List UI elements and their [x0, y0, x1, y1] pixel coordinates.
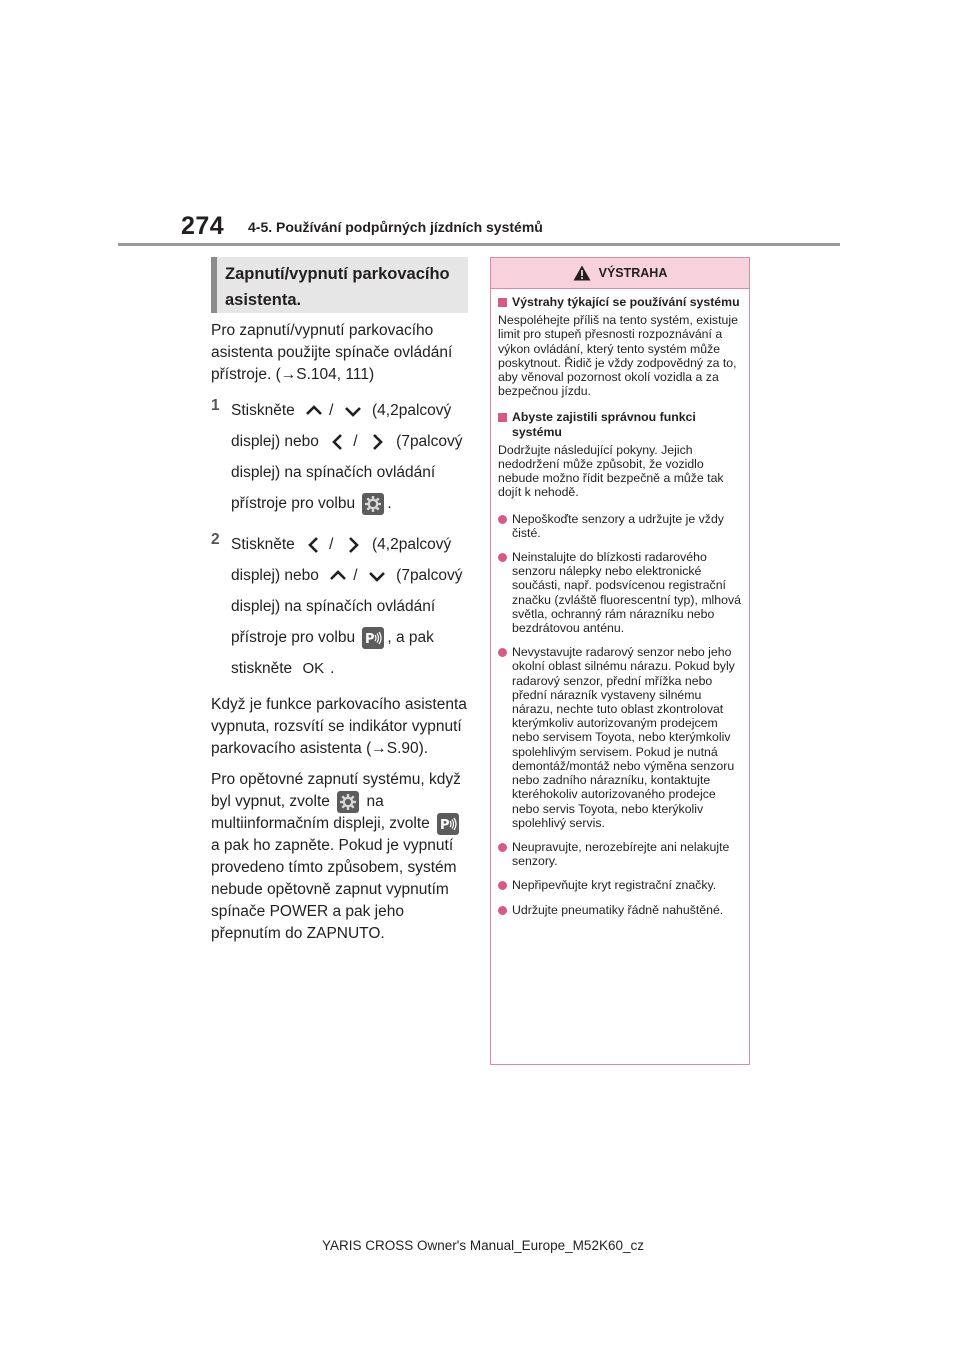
step-text: (7palcový	[396, 433, 463, 450]
step-text: .	[387, 495, 392, 512]
dot-bullet-icon	[498, 881, 507, 890]
warning-triangle-icon	[573, 265, 591, 281]
separator: /	[353, 433, 358, 450]
settings-gear-icon	[337, 791, 359, 813]
parking-assist-icon	[362, 627, 384, 649]
step-text: displej) na spínačích ovládání	[231, 598, 436, 615]
topic-heading: Zapnutí/vypnutí parkovacího asistenta.	[211, 257, 468, 313]
header-divider	[118, 243, 840, 246]
dot-bullet-icon	[498, 906, 507, 915]
svg-text:P: P	[365, 631, 375, 647]
square-bullet-icon	[498, 298, 507, 307]
list-item: Neupravujte, nerozebírejte ani nelakujte senzory.	[498, 840, 743, 868]
step-text: (4,2palcový	[372, 402, 452, 419]
square-bullet-icon	[498, 413, 507, 422]
step-text: (7palcový	[396, 567, 463, 584]
dot-bullet-icon	[498, 843, 507, 852]
warning-title: VÝSTRAHA	[598, 266, 668, 280]
step-text: Stiskněte	[231, 536, 295, 553]
ok-button-icon: OK	[302, 660, 325, 677]
warning-subheading: Výstrahy týkající se používání systému	[498, 295, 743, 309]
warning-text: Dodržujte následující pokyny. Jejich nedodržení může způsobit, že vozidlo nebude možno řídit bezpečně a může tak dojít k nehodě.	[498, 442, 724, 500]
svg-text:P: P	[440, 818, 450, 834]
step-text: displej) nebo	[231, 567, 319, 584]
list-item: Nevystavujte radarový senzor nebo jeho okolní oblast silnému nárazu. Pokud byly radarový senzor, přední mřížka nebo přední nárazník vystaveny silnému nárazu, nechte tuto oblast zkontrolovat kterýmkoliv autorizovaným prodejcem nebo servisem Toyota, nebo kterýmkoliv spolehlivým servisem. Pokud je nutná demontáž/montáž nebo výměna senzoru nebo zadního nárazníku, kontaktujte kteréhokoliv autorizovaného prodejce nebo servis Toyota, nebo kterýkoliv spolehlivý servis.	[498, 645, 743, 830]
info-paragraph-2: Pro opětovné zapnutí systému, když byl vypnut, zvolte na multiinformačním displeji, zvolte P a pak ho zapněte. Pokud je vypnutí provedeno tímto způsobem, systém nebude opětovně zapnut vypnutím spínače POWER a pak jeho přepnutím do ZAPNUTO.	[211, 771, 461, 943]
step-text: (4,2palcový	[372, 536, 452, 553]
chevron-left-icon	[304, 535, 324, 555]
list-item: Nepřipevňujte kryt registrační značky.	[498, 878, 743, 892]
warning-text: Nespoléhejte příliš na tento systém, existuje limit pro stupeň přesnosti rozpoznávání a výkon ovládání, který tento systém může poskytnout. Řidič je vždy zodpovědný za to, aby věnoval pozornost okolí vozidla a za bezpečnou jízdu.	[498, 313, 738, 399]
chevron-down-icon	[367, 566, 387, 586]
section-title: 4-5. Používání podpůrných jízdních systémů	[248, 219, 543, 235]
dot-bullet-icon	[498, 553, 507, 562]
left-column	[211, 320, 473, 945]
chevron-right-icon	[343, 535, 363, 555]
info-paragraph: Když je funkce parkovacího asistenta vypnuta, rozsvítí se indikátor vypnutí parkovacího asistenta (→S.90).	[211, 696, 467, 757]
warning-box	[490, 257, 750, 1065]
dot-bullet-icon	[498, 515, 507, 524]
step-text: displej) nebo	[231, 433, 319, 450]
chevron-down-icon	[343, 401, 363, 421]
list-item: Neinstalujte do blízkosti radarového senzoru nálepky nebo elektronické součásti, např. podsvícenou registrační značku (zvláště fluorescentní typ), mlhová světla, ochranný rám nárazníku nebo bezdrátovou anténu.	[498, 550, 743, 635]
page-number: 274	[181, 212, 225, 240]
settings-gear-icon	[362, 493, 384, 515]
parking-assist-icon	[437, 813, 459, 835]
separator: /	[329, 536, 334, 553]
step-text: stiskněte	[231, 660, 293, 677]
step-2	[211, 529, 473, 684]
chevron-right-icon	[367, 432, 387, 452]
step-text: displej) na spínačích ovládání	[231, 464, 436, 481]
step-text: , a pak	[387, 629, 434, 646]
separator: /	[353, 567, 358, 584]
chevron-up-icon	[304, 401, 324, 421]
chevron-up-icon	[328, 566, 348, 586]
list-item: Nepoškoďte senzory a udržujte je vždy čisté.	[498, 512, 743, 540]
dot-bullet-icon	[498, 648, 507, 657]
list-item: Udržujte pneumatiky řádně nahuštěné.	[498, 903, 743, 917]
step-text: Stiskněte	[231, 402, 295, 419]
step-number: 1	[211, 397, 220, 414]
step-text: přístroje pro volbu	[231, 495, 356, 512]
warning-subheading: Abyste zajistili správnou funkci systému	[498, 410, 743, 438]
step-1	[211, 395, 473, 519]
step-text: .	[330, 660, 335, 677]
step-number: 2	[211, 531, 220, 548]
separator: /	[329, 402, 334, 419]
step-text: přístroje pro volbu	[231, 629, 356, 646]
warning-header	[491, 258, 749, 289]
chevron-left-icon	[328, 432, 348, 452]
page-footer: YARIS CROSS Owner's Manual_Europe_M52K60_cz	[322, 1238, 644, 1253]
intro-text: Pro zapnutí/vypnutí parkovacího asistenta použijte spínače ovládání přístroje. (→S.104, 111)	[211, 322, 453, 383]
